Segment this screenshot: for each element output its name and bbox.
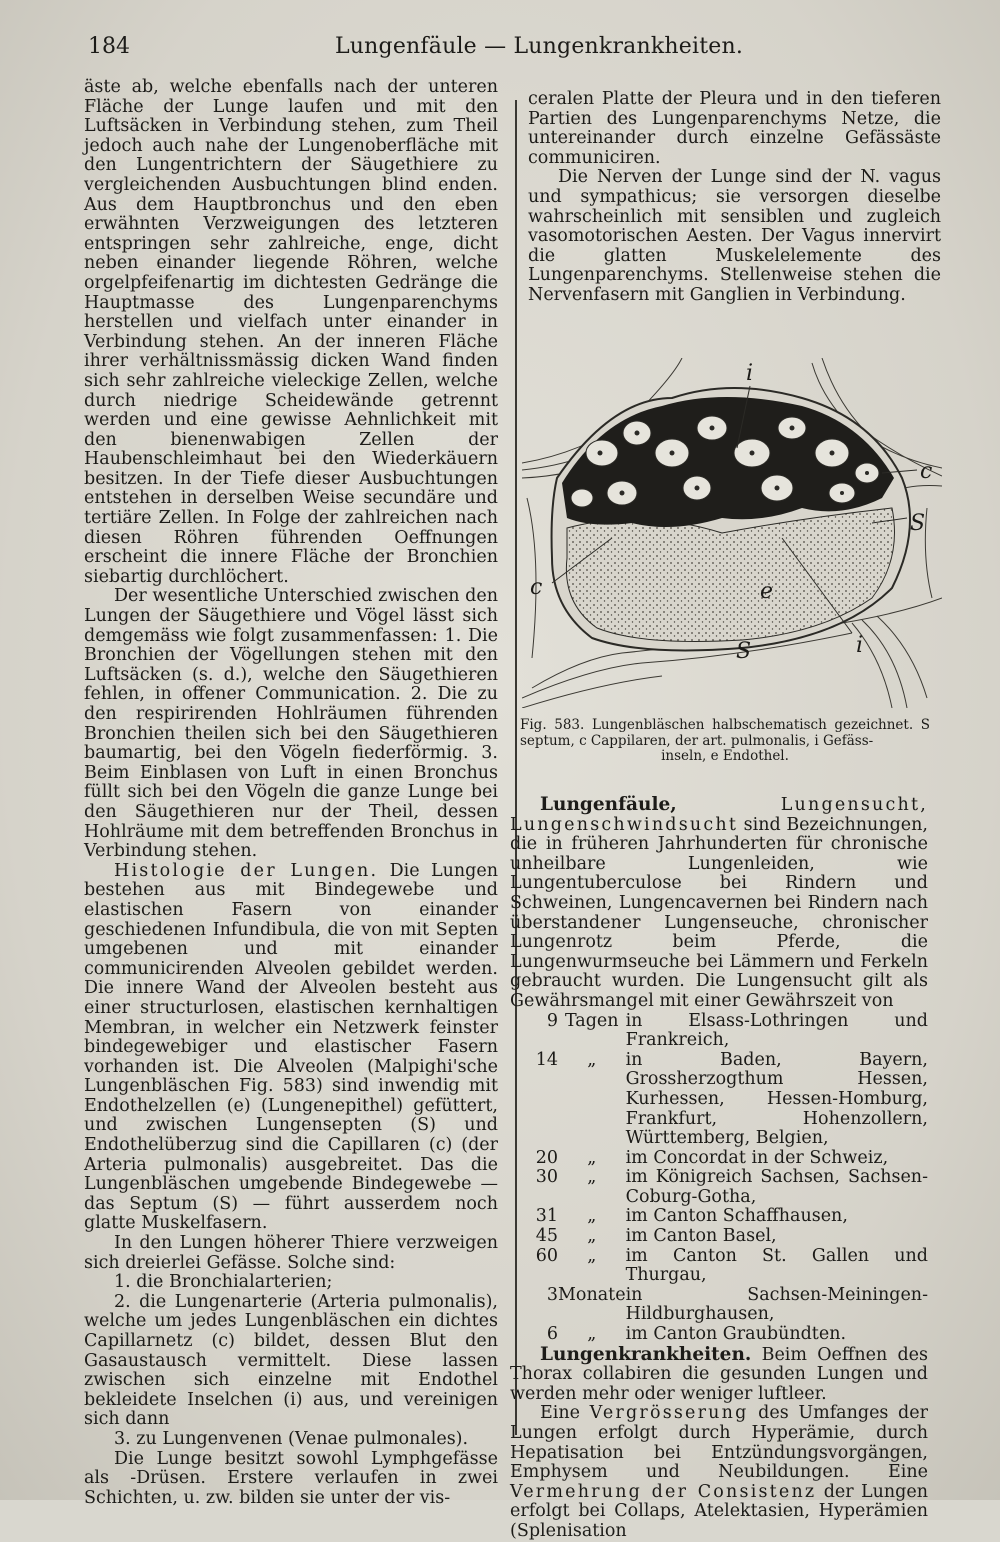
page-number: 184 <box>88 34 130 59</box>
table-row <box>510 1227 928 1247</box>
label-s-bottom: S <box>736 639 752 664</box>
period-unit: „ <box>587 1324 597 1345</box>
jurisdiction: im Canton Graubündten. <box>625 1324 847 1345</box>
gewaehrszeit-table <box>510 1012 928 1345</box>
period-number: 20 <box>535 1147 558 1168</box>
table-row <box>510 1051 928 1149</box>
list-item: 3. zu Lungenvenen (Venae pulmonales). <box>114 1428 469 1449</box>
paragraph: Die Nerven der Lunge sind der N. vagus und sympathicus; sie versorgen dieselbe wahrscheinlich mit sensiblen und zugleich vasomotorischen Aesten. Der Vagus innervirt die glatten Muskelelemente des Lungenparenchyms. Stellenweise stehen die Nervenfasern mit Ganglien in Verbindung. <box>528 167 941 305</box>
period-unit: Tagen <box>564 1010 619 1031</box>
entry-heading: Lungenkrankheiten. <box>540 1343 752 1365</box>
period-number: 6 <box>546 1324 558 1345</box>
caption-line: Fig. 583. Lungenbläschen halbschematisch gezeichnet. S septum, c Cappilaren, der art. pulmonalis, i Gefäss- <box>520 717 930 749</box>
jurisdiction: im Concordat in der Schweiz, <box>625 1147 889 1168</box>
jurisdiction: im Königreich Sachsen, Sachsen-Coburg-Gotha, <box>625 1167 928 1207</box>
section-heading: Histologie der Lungen. <box>114 860 379 881</box>
running-title: Lungenfäule — Lungenkrankheiten. <box>335 34 744 59</box>
label-c-right: c <box>920 459 933 484</box>
entry-lungenfaeule: Lungenfäule, Lungensucht, Lungenschwindsucht sind Bezeichnungen, die in früheren Jahrhunderten für chronische unheilbare Lungenleiden, wie Lungentuberculose bei Rindern und Schweinen, Lungencavernen bei Rindern nach überstandener Lungenseuche, chronischer Lungenrotz beim Pferde, die Lungenwurmseuche bei Lämmern und Ferkeln gebraucht wurden. Die Lungensucht gilt als Gewährsmangel mit einer Gewährszeit von <box>510 794 928 1011</box>
caption-line: inseln, e Endothel. <box>661 748 789 764</box>
period-unit: „ <box>587 1206 597 1227</box>
paragraph: Histologie der Lungen. Die Lungen bestehen aus mit Bindegewebe und elastischen Fasern von einander geschiedenen Infundibula, die von mit Septen umgebenen und mit einander communicirenden Alveolen gebildet werden. Die innere Wand der Alveolen besteht aus einer structurlosen, elastischen kernhaltigen Membran, in welcher ein Netzwerk feinster bindegewebiger und elastischer Fasern vorhanden ist. Die Alveolen (Malpighi'sche Lungenbläschen Fig. 583) sind inwendig mit Endothelzellen (e) (Lungenepithel) gefüttert, und zwischen Lungensepten (S) und Endothelüberzug sind die Capillaren (c) (der Arteria pulmonalis) ausgebreitet. Das die Lungenbläschen umgebende Bindegewebe — das Septum (S) — führt ausserdem noch glatte Muskelfasern. <box>84 860 498 1234</box>
jurisdiction: im Canton Schaffhausen, <box>625 1206 848 1227</box>
paragraph: äste ab, welche ebenfalls nach der unteren Fläche der Lunge laufen und mit den Luftsäcken in Verbindung stehen, zum Theil jedoch auch nahe der Lungenoberfläche mit den Lungentrichtern der Säugethiere zu vergleichenden Ausbuchtungen blind enden. Aus dem Hauptbronchus und den eben erwähnten Verzweigungen des letzteren entspringen sehr zahlreiche, enge, dicht neben einander liegende Röhren, welche orgelpfeifenartig im dichtesten Gedränge die Hauptmasse des Lungenparenchyms herstellen und vielfach unter einander in Verbindung stehen. An der inneren Fläche ihrer verhältnissmässig dicken Wand finden sich sehr zahlreiche vieleckige Zellen, welche durch niedrige Scheidewände getrennt werden und eine gewisse Aehnlichkeit mit den bienenwabigen Zellen der Haubenschleimhaut bei den Wiederkäuern besitzen. In der Tiefe dieser Ausbuchtungen entstehen in derselben Weise secundäre und tertiäre Zellen. In Folge der zahlreichen nach diesen Röhren führenden Oeffnungen erscheint die innere Fläche der Bronchien siebartig durchlöchert. <box>84 77 498 587</box>
table-row <box>510 1325 928 1345</box>
label-s-right: S <box>910 511 926 536</box>
jurisdiction: im Canton St. Gallen und Thurgau, <box>625 1245 928 1286</box>
left-column <box>84 78 498 1508</box>
list-item: 1. die Bronchialarterien; <box>114 1272 333 1293</box>
table-row <box>510 1149 928 1169</box>
paragraph: Die Lunge besitzt sowohl Lymphgefässe als -Drüsen. Erstere verlaufen in zwei Schichten, u. zw. bilden sie unter der vis- <box>84 1448 498 1508</box>
period-number: 30 <box>535 1167 558 1188</box>
label-e-center: e <box>760 579 774 604</box>
entry-heading: Lungenfäule, <box>540 794 677 815</box>
period-unit: „ <box>587 1049 597 1070</box>
period-unit: „ <box>587 1226 597 1247</box>
jurisdiction: im Canton Basel, <box>625 1226 777 1247</box>
label-i-top: i <box>746 361 754 386</box>
period-unit: „ <box>587 1167 597 1188</box>
period-unit: Monate <box>558 1284 626 1305</box>
period-unit: „ <box>587 1147 597 1168</box>
figure-583-lung-alveoli <box>522 358 942 708</box>
period-number: 45 <box>535 1226 558 1247</box>
jurisdiction: in Elsass-Lothringen und Frankreich, <box>625 1010 928 1051</box>
jurisdiction: in Sachsen-Meiningen-Hildburghausen, <box>625 1284 928 1325</box>
table-row <box>510 1012 928 1051</box>
label-i-bottom: i <box>856 633 864 658</box>
right-column-bottom <box>510 795 928 1542</box>
period-number: 3 <box>546 1284 558 1305</box>
paragraph: In den Lungen höherer Thiere verzweigen sich dreierlei Gefässe. Solche sind: <box>84 1233 498 1273</box>
figure-caption <box>520 718 930 765</box>
table-row <box>510 1286 928 1325</box>
period-number: 9 <box>546 1010 558 1031</box>
label-c-left: c <box>530 575 543 600</box>
paragraph: Eine Vergrösserung des Umfanges der Lungen erfolgt durch Hyperämie, durch Hepatisation bei Entzündungsvorgängen, Emphysem und Neubildungen. Eine Vermehrung der Consistenz der Lungen erfolgt bei Collaps, Atelektasien, Hyperämien (Splenisation <box>510 1403 928 1541</box>
period-number: 14 <box>535 1049 558 1070</box>
jurisdiction: in Baden, Bayern, Grossherzogthum Hessen, Kurhessen, Hessen-Homburg, Frankfurt, Hohenzollern, Württemberg, Belgien, <box>625 1049 928 1149</box>
period-number: 60 <box>535 1245 558 1266</box>
table-row <box>510 1207 928 1227</box>
entry-lungenkrankheiten: Lungenkrankheiten. Beim Oeffnen des Thorax collabiren die gesunden Lungen und werden mehr oder weniger luftleer. <box>510 1343 928 1404</box>
period-number: 31 <box>535 1206 558 1227</box>
right-column-top <box>528 90 941 306</box>
list-item: 2. die Lungenarterie (Arteria pulmonalis), welche um jedes Lungenbläschen ein dichtes Capillarnetz (c) bildet, dessen Blut den Gasaustausch vermittelt. Diese lassen zwischen sich einzelne mit Endothel bekleidete Inselchen (i) aus, und vereinigen sich dann <box>84 1291 498 1430</box>
period-unit: „ <box>587 1245 597 1266</box>
table-row <box>510 1247 928 1286</box>
paragraph: ceralen Platte der Pleura und in den tieferen Partien des Lungenparenchyms Netze, die untereinander durch einzelne Gefässäste communiciren. <box>528 89 941 168</box>
paragraph: Der wesentliche Unterschied zwischen den Lungen der Säugethiere und Vögel lässt sich demgemäss wie folgt zusammenfassen: 1. Die Bronchien der Vögellungen stehen mit den Luftsäcken (s. d.), welche den Säugethieren fehlen, in offener Communication. 2. Die zu den respirirenden Hohlräumen führenden Bronchien theilen sich bei den Säugethieren baumartig, bei den Vögeln fiederförmig. 3. Beim Einblasen von Luft in einen Bronchus füllt sich bei den Vögeln die ganze Lunge bei den Säugethieren nur der Theil, dessen Hohlräume mit dem betreffenden Bronchus in Verbindung stehen. <box>84 586 498 862</box>
table-row <box>510 1168 928 1207</box>
